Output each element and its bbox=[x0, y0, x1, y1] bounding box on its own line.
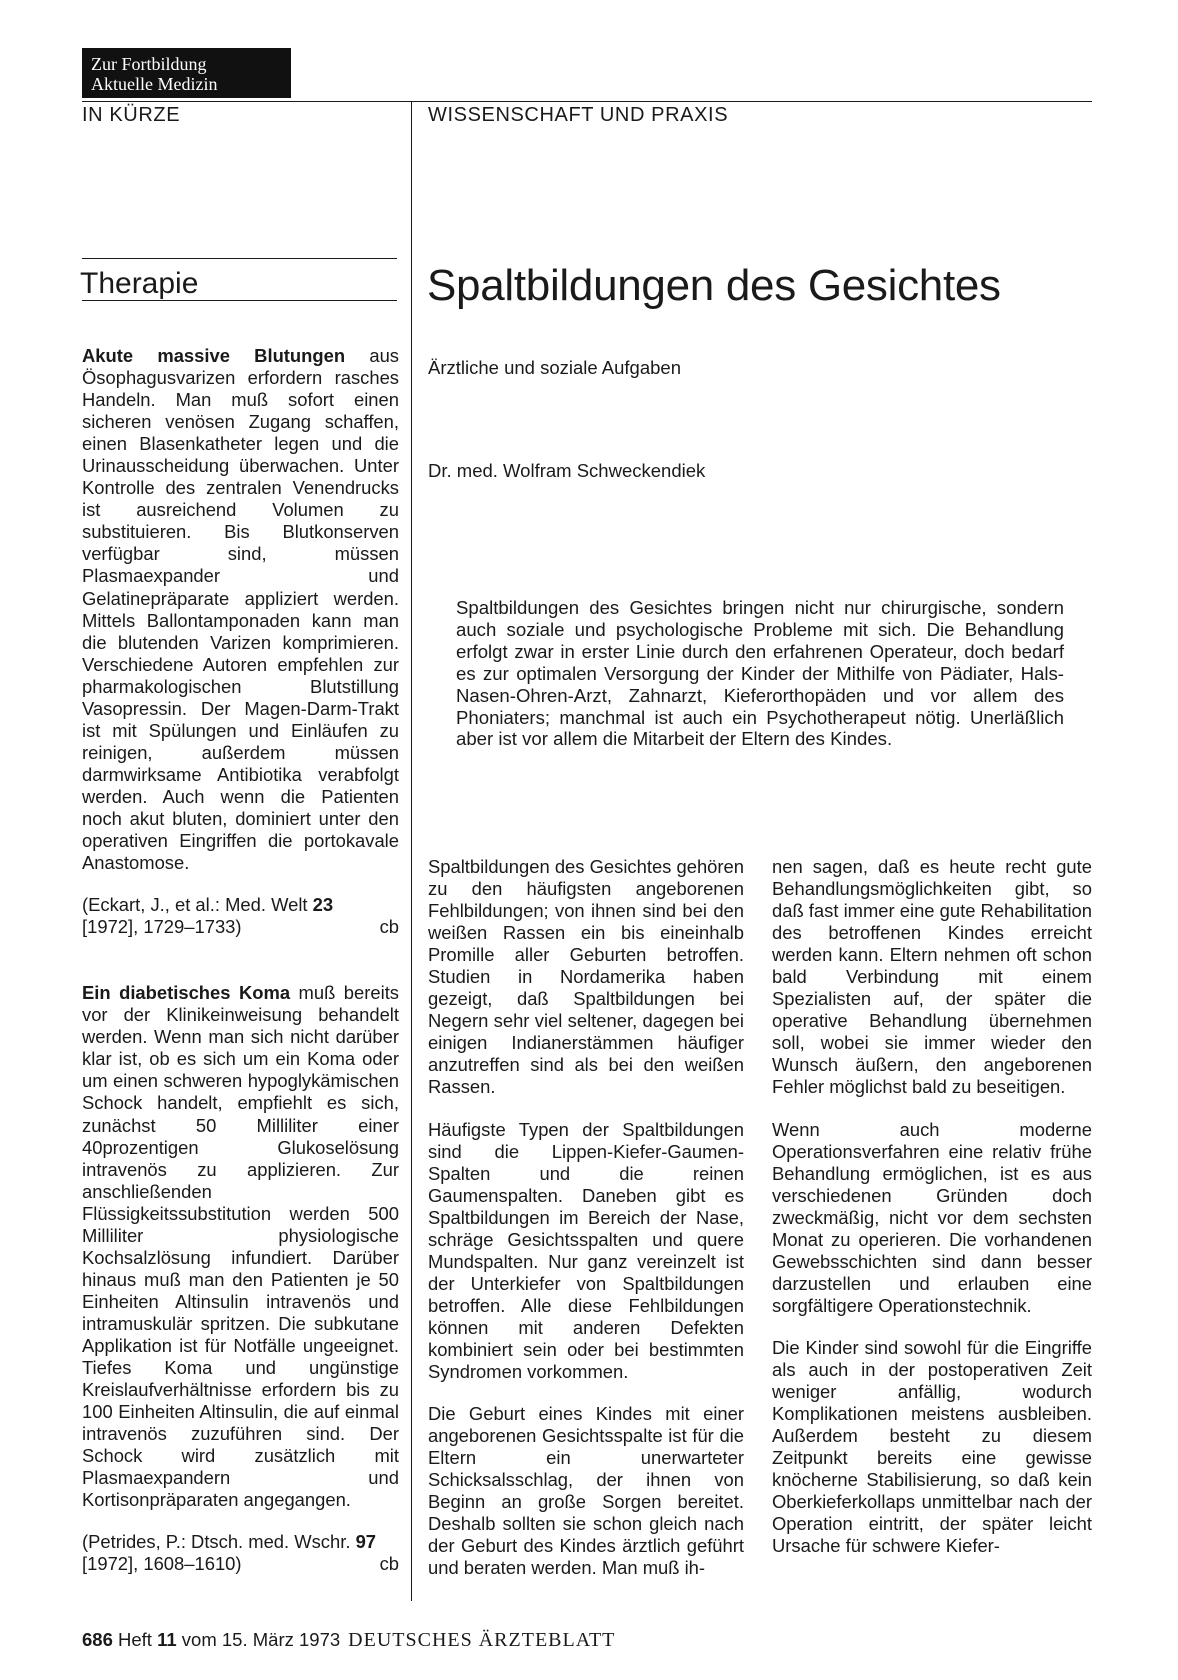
paragraph: Die Geburt eines Kindes mit einer angeborenen Gesichtsspalte ist für die Eltern ein unerwarteter Schicksalsschlag, der ihnen von Beginn an große Sorgen bereitet. Deshalb sollten sie schon gleich nach der Geburt des Kindes ärztlich geführt und beraten werden. Man muß ih- bbox=[428, 1403, 744, 1579]
journal-name: DEUTSCHES ÄRZTEBLATT bbox=[348, 1629, 616, 1651]
heft-label: Heft bbox=[112, 1629, 158, 1650]
item-koma-lead: Ein diabetisches Koma bbox=[82, 982, 291, 1004]
header-rule bbox=[82, 101, 1092, 102]
reference-volume: 97 bbox=[355, 1531, 377, 1553]
paragraph: Spaltbildungen des Gesichtes gehören zu den häufigsten angeborenen Fehlbildungen; von ihnen sind bei den weißen Rassen ein bis eineinhalb Promille aller Geburten betroffen. Studien in Nordamerika haben gezeigt, daß Spaltbildungen bei Negern sehr viel seltener, dagegen bei einigen Indianerstämmen häufiger anzutreffen sind als bei den weißen Rassen. bbox=[428, 856, 744, 1098]
section-label-right: WISSENSCHAFT UND PRAXIS bbox=[428, 104, 729, 126]
heft-number: 11 bbox=[157, 1629, 177, 1650]
item-blutungen-lead: Akute massive Blutungen bbox=[82, 345, 346, 366]
page-footer bbox=[82, 1629, 615, 1652]
badge-line-2: Aktuelle Medizin bbox=[91, 74, 218, 94]
reference-year-pages: [1972], 1729–1733) bbox=[82, 916, 242, 938]
article-author: Dr. med. Wolfram Schweckendiek bbox=[428, 460, 706, 481]
article-title: Spaltbildungen des Gesichtes bbox=[427, 261, 1001, 310]
section-badge bbox=[82, 48, 291, 98]
column-divider bbox=[411, 101, 412, 1601]
article-column-1 bbox=[428, 856, 744, 1579]
article-column-2 bbox=[772, 856, 1092, 1557]
issue-date: vom 15. März 1973 bbox=[176, 1629, 341, 1650]
therapie-rule-bottom bbox=[82, 300, 397, 301]
paragraph: Die Kinder sind sowohl für die Eingriffe als auch in der postoperativen Zeit weniger anfällig, wodurch Komplikationen meistens ausbleiben. Außerdem besteht zu diesem Zeitpunkt bereits eine gewisse knöcherne Stabilisierung, so daß kein Oberkieferkollaps unmittelbar nach der Operation eintritt, der später leicht Ursache für schwere Kiefer- bbox=[772, 1336, 1092, 1557]
item-blutungen bbox=[82, 345, 399, 874]
reference-signature: cb bbox=[379, 916, 399, 938]
reference-text: (Eckart, J., et al.: Med. Welt bbox=[82, 894, 313, 916]
paragraph: Häufigste Typen der Spaltbildungen sind die Lippen-Kiefer-Gaumen-Spalten und die reinen Gaumenspalten. Daneben gibt es Spaltbildungen im Bereich der Nase, schräge Gesichtsspalten und quere Mundspalten. Nur ganz vereinzelt ist der Unterkiefer von Spaltbildungen betroffen. Alle diese Fehlbildungen können mit anderen Defekten kombiniert sein oder bei bestimmten Syndromen vorkommen. bbox=[428, 1118, 744, 1383]
paragraph: Wenn auch moderne Operationsverfahren eine relativ frühe Behandlung ermöglichen, ist es aus verschiedenen Gründen doch zweckmäßig, nicht vor dem sechsten Monat zu operieren. Die vorhandenen Gewebsschichten sind dann besser darzustellen und erlauben eine sorgfältigere Operationstechnik. bbox=[772, 1118, 1092, 1316]
item-koma-reference bbox=[82, 1531, 399, 1575]
paragraph: nen sagen, daß es heute recht gute Behandlungsmöglichkeiten gibt, so daß fast immer eine gute Rehabilitation des betroffenen Kindes erreicht werden kann. Eltern nehmen oft schon bald Verbindung mit einem Spezialisten auf, der später die operative Behandlung übernehmen soll, wobei sie immer wieder den Wunsch äußern, den angeborenen Fehler möglichst bald zu beseitigen. bbox=[772, 856, 1092, 1098]
section-label-left: IN KÜRZE bbox=[82, 104, 181, 126]
left-column bbox=[82, 345, 399, 1575]
badge-line-1: Zur Fortbildung bbox=[91, 54, 207, 74]
reference-signature: cb bbox=[379, 1553, 399, 1575]
item-koma bbox=[82, 982, 399, 1511]
article-subtitle: Ärztliche und soziale Aufgaben bbox=[428, 357, 682, 378]
article-abstract: Spaltbildungen des Gesichtes bringen nicht nur chirurgische, sondern auch soziale und psychologische Probleme mit sich. Die Behandlung erfolgt zwar in erster Linie durch den erfahrenen Operateur, doch bedarf es zur optimalen Versorgung der Kinder der Mithilfe von Pädiater, Hals-Nasen-Ohren-Arzt, Zahnarzt, Kieferorthopäden und vor allem des Phoniaters; manchmal ist auch ein Psychotherapeut nötig. Unerläßlich aber ist vor allem die Mitarbeit der Eltern des Kindes. bbox=[456, 597, 1064, 750]
reference-volume: 23 bbox=[312, 894, 334, 916]
item-koma-text: muß bereits vor der Klinikeinweisung behandelt werden. Wenn man sich nicht darüber klar ist, ob es sich um ein Koma oder um einen schweren hypoglykämischen Schock handelt, empfiehlt es sich, zunächst 50 Milliliter einer 40prozentigen Glukoselösung intravenös zu applizieren. Zur anschließenden Flüssigkeitssubstitution werden 500 Milliliter physiologische Kochsalzlösung infundiert. Darüber hinaus muß man den Patienten je 50 Einheiten Altinsulin intravenös und intramuskulär spritzen. Die subkutane Applikation ist für Notfälle ungeeignet. Tiefes Koma und ungünstige Kreislaufverhältnisse erfordern bis zu 100 Einheiten Altinsulin, die auf einmal intravenös zuzuführen sind. Der Schock wird zusätzlich mit Plasmaexpandern und Kortisonpräparaten angegangen. bbox=[82, 982, 400, 1511]
page-number: 686 bbox=[82, 1629, 113, 1650]
section-title-therapie: Therapie bbox=[80, 267, 199, 300]
item-blutungen-text: aus Ösophagusvarizen erfordern rasches Handeln. Man muß sofort einen sicheren venösen Zugang schaffen, einen Blasenkatheter legen und die Urinausscheidung überwachen. Unter Kontrolle des zentralen Venendrucks ist ausreichend Volumen zu substituieren. Bis Blutkonserven verfügbar sind, müssen Plasmaexpander und Gelatinepräparate appliziert werden. Mittels Ballontamponaden kann man die blutenden Varizen komprimieren. Verschiedene Autoren empfehlen zur pharmakologischen Blutstillung Vasopressin. Der Magen-Darm-Trakt ist mit Spülungen und Einläufen zu reinigen, außerdem müssen darmwirksame Antibiotika verabfolgt werden. Auch wenn die Patienten noch akut bluten, dominiert unter den operativen Eingriffen die portokavale Anastomose. bbox=[82, 345, 400, 874]
reference-year-pages: [1972], 1608–1610) bbox=[82, 1553, 242, 1575]
reference-text: (Petrides, P.: Dtsch. med. Wschr. bbox=[82, 1531, 356, 1553]
item-blutungen-reference bbox=[82, 894, 399, 938]
therapie-rule-top bbox=[82, 258, 397, 259]
